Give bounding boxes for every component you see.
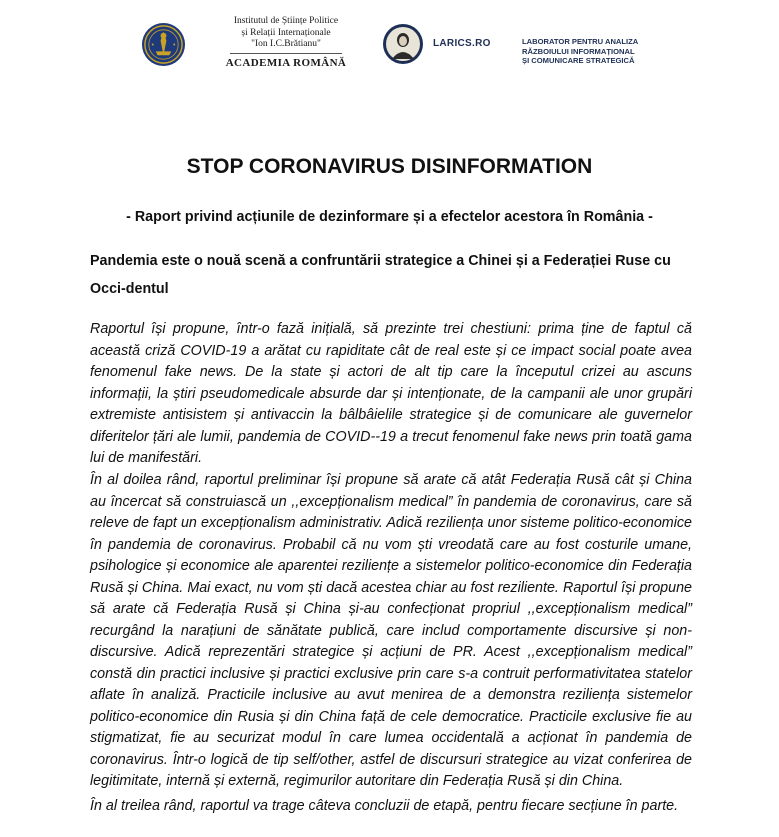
document-subtitle: - Raport privind acțiunile de dezinformare și a efectelor acestora în România - — [126, 209, 653, 225]
academy-seal-icon — [141, 22, 186, 67]
institute-divider — [230, 53, 342, 54]
lab-name-line3: ȘI COMUNICARE STRATEGICĂ — [522, 56, 635, 65]
institute-name-line2: și Relații Internaționale — [241, 27, 331, 38]
lab-name-line2: RĂZBOIULUI INFORMAȚIONAL — [522, 46, 635, 56]
larics-wordmark: LARICS.RO — [433, 38, 491, 49]
lab-name-line1: LABORATOR PENTRU ANALIZA — [522, 37, 639, 46]
institute-block — [224, 16, 348, 69]
page-header — [0, 0, 779, 90]
paragraph-3: În al treilea rând, raportul va trage câteva concluzii de etapă, pentru fiecare secțiune în parte. — [90, 798, 679, 814]
larics-portrait-icon — [382, 23, 424, 65]
academy-name: ACADEMIA ROMÂNĂ — [225, 56, 347, 69]
institute-name-line1: Institutul de Științe Politice — [233, 16, 339, 26]
institute-name-line3: "Ion I.C.Brătianu" — [251, 39, 321, 49]
section-heading: Pandemia este o nouă scenă a confruntării strategice a Chinei și a Federației Ruse cu Occi-dentul — [90, 253, 671, 297]
document-title: STOP CORONAVIRUS DISINFORMATION — [186, 155, 593, 178]
paragraph-1: Raportul își propune, într-o fază inițială, să prezinte trei chestiuni: prima ține de faptul că această criză COVID-19 a arătat cu rapiditate cât de real este și ce impact social poate avea fenomenul fake news. De la state și actori de alt tip care la începutul crizei au ascuns informații, la știri pseudomedicale absurde dar și intenționate, de la campanii ale unor grupări extremiste antisistem și antivaccin la bâlbâielile strategice și de comunicare ale guvernelor diferitelor țări ale lumii, pandemia de COVID--19 a trecut fenomenul fake news prin toată gama lui de manifestări. — [90, 321, 692, 466]
lab-name-block — [522, 37, 652, 66]
paragraph-2: În al doilea rând, raportul preliminar își propune să arate că atât Federația Rusă cât și China au încercat să construiască un ,,excepționalism medical” în pandemia de coronavirus, care să releve de fapt un excepționalism administrativ. Adică reziliența unor sisteme politico-economice în pandemia de coronavirus. Probabil că nu vom ști vreodată care au fost costurile umane, psihologice și economice ale aparentei reziliențe a sistemelor politico-economice din Federația Rusă și China. Mai exact, nu vom ști dacă acestea chiar au fost reziliente. Raportul își propune să arate că Federația Rusă și China și-au confecționat propriul ,,excepționalism medical” recurgând la narațiuni de sănătate publică, care includ comportamente discursive și non-discursive. Adică reprezentări strategice și acțiuni de PR. Acest ,,excepționalism medical” constă din practici inclusive și practici exclusive prin care s-a contruit performativitatea statelor aflate în analiză. Practicile inclusive au avut menirea de a demonstra reziliența sistemelor politico-economice din Rusia și din China față de cele democratice. Practicile exclusive fie au stigmatizat, fie au securizat modul în care lumea occidentală a acționat în pandemia de coronavirus. Într-o logică de tip self/other, astfel de discursuri strategice au vizat conferirea de legitimitate, internă și externă, regimurilor autoritare din Federația Rusă și din China. — [90, 472, 692, 789]
